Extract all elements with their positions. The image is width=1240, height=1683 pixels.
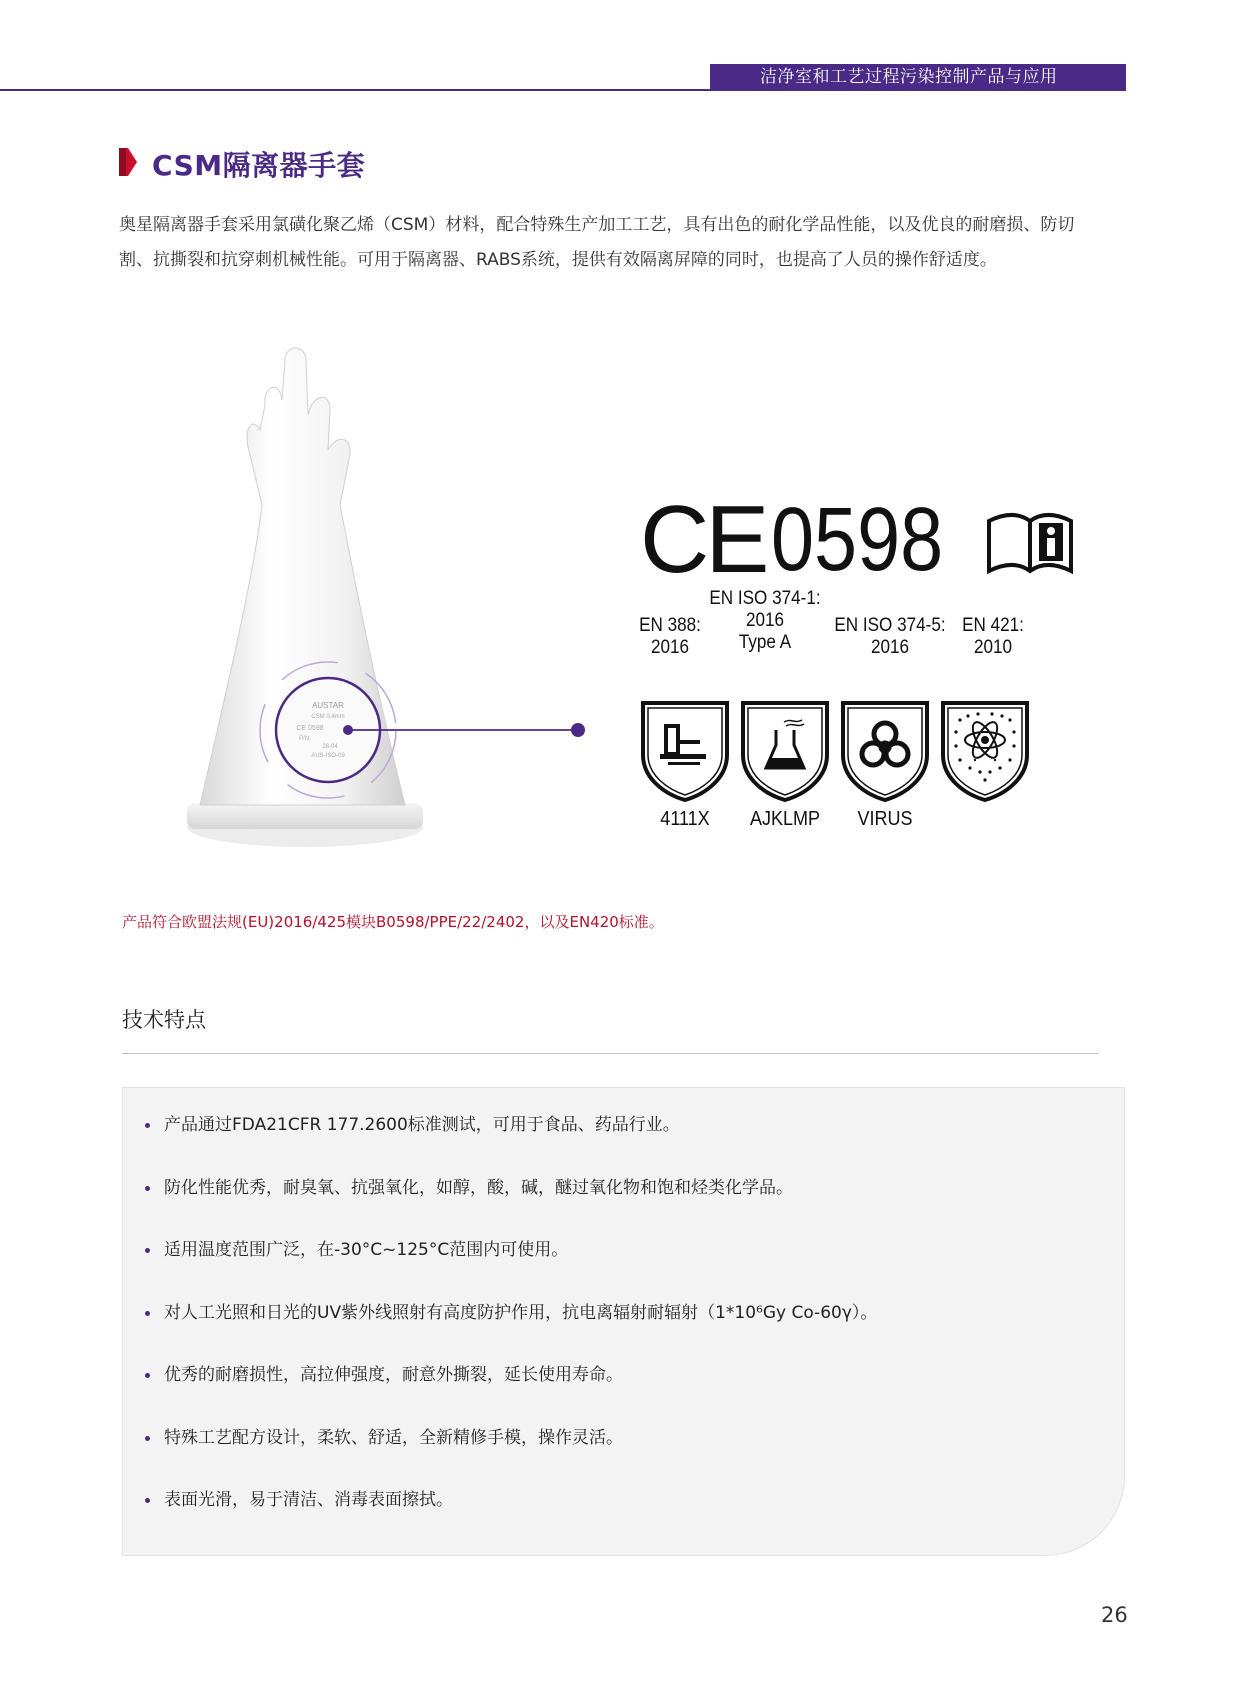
glove-label-text: CSM 0.4mm: [311, 714, 345, 720]
feature-item: 优秀的耐磨损性，高拉伸强度，耐意外撕裂，延长使用寿命。: [143, 1362, 877, 1425]
standard-label-en374-5: EN ISO 374-5: 2016: [834, 615, 946, 658]
section-tab: 洁净室和工艺过程污染控制产品与应用: [710, 64, 1126, 91]
ce-mark: CE: [640, 486, 766, 593]
glove-label-text: P/N:: [299, 736, 311, 742]
performance-code: AJKLMP: [749, 808, 821, 830]
feature-box: [122, 1087, 1125, 1556]
feature-item: 对人工光照和日光的UV紫外线照射有高度防护作用，抗电离辐射耐辐射（1*10⁶Gy Co-60γ）。: [143, 1300, 877, 1363]
feature-item: 产品通过FDA21CFR 177.2600标准测试，可用于食品、药品行业。: [143, 1112, 877, 1175]
performance-code: VIRUS: [857, 808, 913, 830]
bullet-icon: [145, 1186, 150, 1191]
chemical-hazard-icon: [740, 700, 830, 802]
feature-item: 特殊工艺配方设计，柔软、舒适，全新精修手模，操作灵活。: [143, 1425, 877, 1488]
bullet-icon: [145, 1498, 150, 1503]
glove-label-text: CE 0598: [296, 725, 324, 732]
page-number: 26: [1101, 1603, 1128, 1627]
header-rule: [0, 89, 710, 91]
mechanical-hazard-icon: [640, 700, 730, 802]
certification-panel: [639, 486, 1080, 835]
glove-label-text: AUS-ISO-09: [311, 753, 345, 759]
intro-line: 割、抗撕裂和抗穿刺机械性能。可用于隔离器、RABS系统，提供有效隔离屏障的同时，也提高了人员的操作舒适度。: [119, 250, 997, 270]
bullet-icon: [145, 1436, 150, 1441]
feature-list: [143, 1112, 877, 1550]
bullet-icon: [145, 1311, 150, 1316]
standard-label-en374-1: EN ISO 374-1: 2016 Type A: [709, 588, 821, 653]
page-title: CSM隔离器手套: [152, 149, 366, 182]
compliance-note: 产品符合欧盟法规(EU)2016/425模块B0598/PPE/22/2402，以及EN420标准。: [122, 913, 664, 931]
standard-label-en421: EN 421: 2010: [962, 615, 1024, 658]
section-title: 技术特点: [122, 1008, 206, 1032]
notified-body-number: 0598: [771, 490, 944, 590]
glove-label-text: 28-04: [322, 744, 338, 750]
intro-line: 奥星隔离器手套采用氯磺化聚乙烯（CSM）材料，配合特殊生产加工工艺，具有出色的耐化学品性能，以及优良的耐磨损、防切: [119, 215, 1075, 235]
performance-code: 4111X: [660, 808, 710, 830]
standard-label-en388: EN 388: 2016: [639, 615, 701, 658]
ce-marking: [640, 486, 972, 593]
radioactive-contamination-icon: [940, 700, 1030, 802]
glove-image: [180, 335, 650, 855]
biohazard-icon: [840, 700, 930, 802]
feature-item: 表面光滑，易于清洁、消毒表面擦拭。: [143, 1487, 877, 1550]
read-instructions-icon: [985, 507, 1075, 575]
bullet-icon: [145, 1248, 150, 1253]
bullet-icon: [145, 1123, 150, 1128]
glove-label-text: AUSTAR: [312, 701, 344, 710]
title-marker-icon: [119, 148, 137, 176]
feature-item: 适用温度范围广泛，在-30°C~125°C范围内可使用。: [143, 1237, 877, 1300]
feature-item: 防化性能优秀，耐臭氧、抗强氧化，如醇，酸，碱，醚过氧化物和饱和烃类化学品。: [143, 1175, 877, 1238]
bullet-icon: [145, 1373, 150, 1378]
product-intro: [119, 208, 1129, 278]
section-divider: [122, 1053, 1098, 1054]
